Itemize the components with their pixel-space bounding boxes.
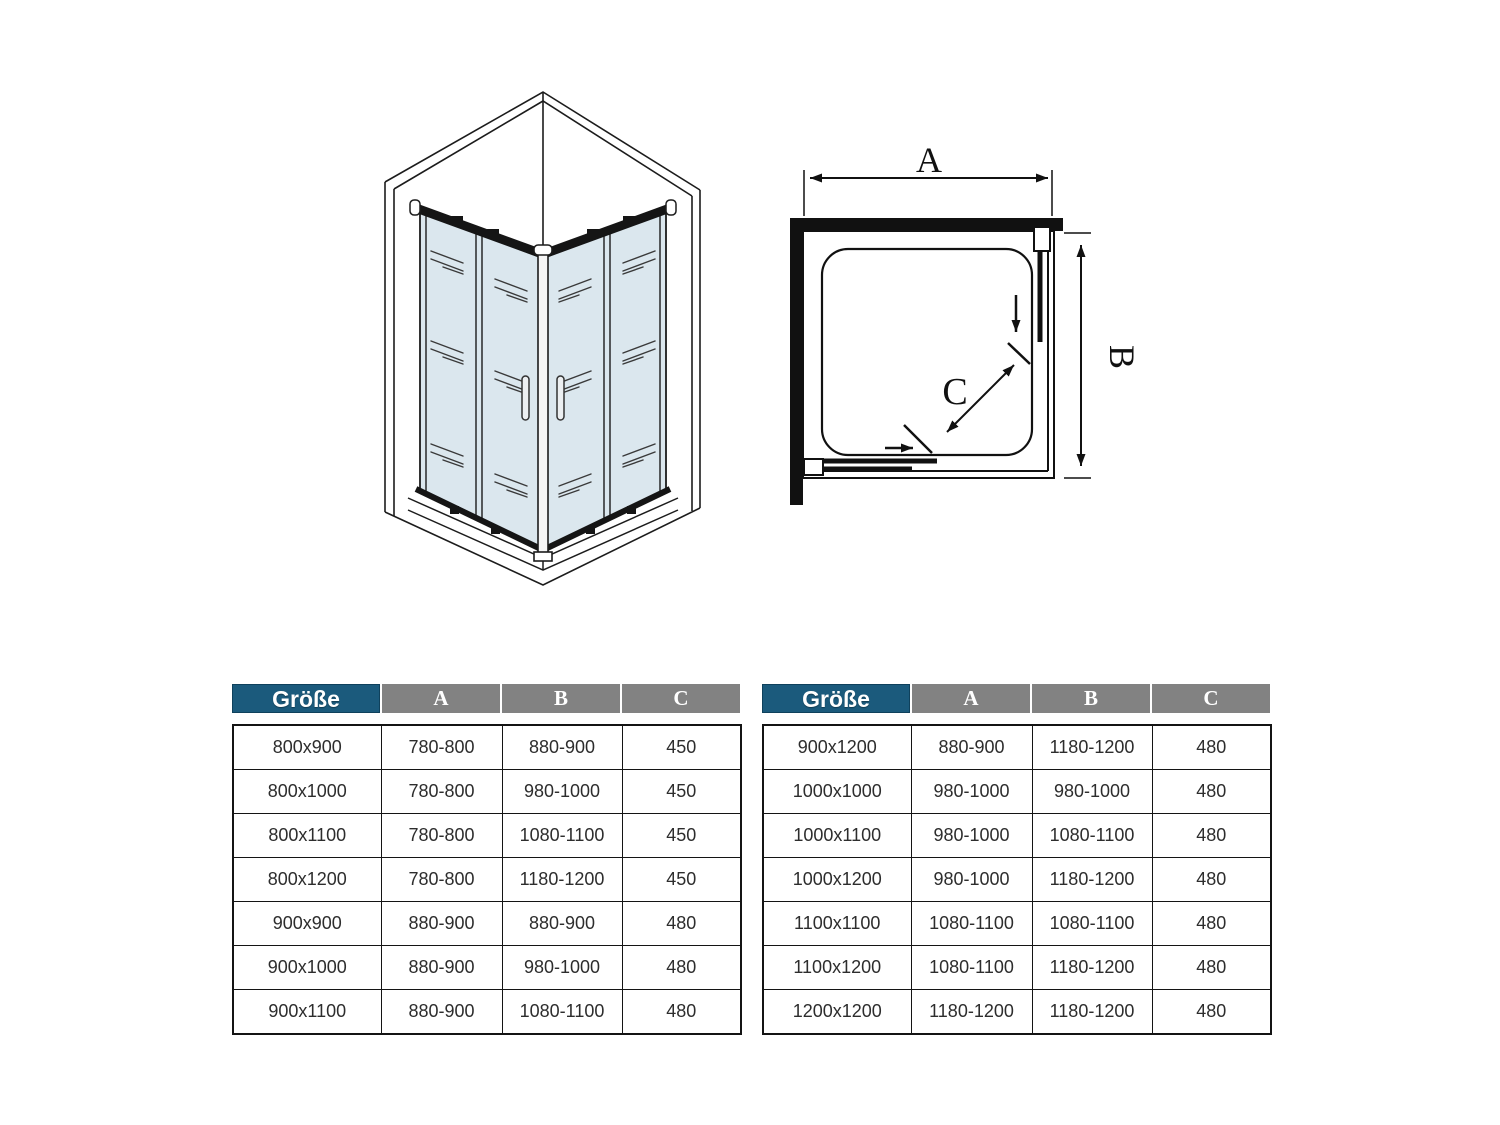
size-row: [233, 990, 741, 1035]
size-table-right: [762, 684, 1270, 1035]
table-header-row: [232, 684, 740, 713]
col-c-header: C: [622, 684, 740, 713]
rail-end-cap-left: [410, 200, 420, 215]
plan-dimension-drawing: [780, 130, 1150, 530]
col-a-header: A: [382, 684, 500, 713]
size-row: [233, 725, 741, 770]
dim-c-label: C: [942, 371, 968, 413]
size-table-body: [232, 724, 742, 1035]
cell-size: 1100x1100: [763, 902, 911, 946]
cell-size: 1000x1200: [763, 858, 911, 902]
table-header-row: [762, 684, 1270, 713]
col-c-header: C: [1152, 684, 1270, 713]
cell-c: 450: [622, 858, 741, 902]
cell-a: 880-900: [911, 725, 1032, 770]
cell-b: 1180-1200: [502, 858, 622, 902]
cell-b: 980-1000: [502, 946, 622, 990]
sliding-door-bottom: [804, 459, 937, 475]
cell-b: 1080-1100: [1032, 902, 1152, 946]
size-row: [763, 725, 1271, 770]
size-row: [233, 902, 741, 946]
shower-tray-outline: [822, 249, 1032, 455]
cell-c: 480: [1152, 725, 1271, 770]
size-table-left: [232, 684, 740, 1035]
size-row: [233, 814, 741, 858]
cell-a: 880-900: [381, 946, 502, 990]
cell-a: 780-800: [381, 770, 502, 814]
door-handle-bottom: [804, 459, 823, 475]
cell-size: 900x1000: [233, 946, 381, 990]
size-row: [233, 858, 741, 902]
cell-c: 480: [622, 946, 741, 990]
cell-c: 450: [622, 770, 741, 814]
cell-c: 480: [1152, 946, 1271, 990]
cell-b: 880-900: [502, 902, 622, 946]
dim-b-label: B: [1102, 344, 1142, 370]
cell-c: 480: [622, 902, 741, 946]
col-b-header: B: [1032, 684, 1150, 713]
size-row: [763, 902, 1271, 946]
cell-b: 1080-1100: [502, 990, 622, 1035]
cell-c: 480: [1152, 858, 1271, 902]
col-b-header: B: [502, 684, 620, 713]
cell-b: 1180-1200: [1032, 725, 1152, 770]
cell-size: 1000x1100: [763, 814, 911, 858]
cell-b: 1180-1200: [1032, 946, 1152, 990]
cell-a: 780-800: [381, 858, 502, 902]
cell-b: 1080-1100: [502, 814, 622, 858]
rail-end-cap-right: [666, 200, 676, 215]
cell-size: 800x900: [233, 725, 381, 770]
cell-c: 480: [1152, 814, 1271, 858]
size-table-body: [762, 724, 1272, 1035]
cell-a: 1180-1200: [911, 990, 1032, 1035]
isometric-shower-drawing: [360, 80, 720, 600]
cell-c: 450: [622, 814, 741, 858]
cell-a: 1080-1100: [911, 946, 1032, 990]
size-column-header: Größe: [762, 684, 910, 713]
cell-size: 800x1200: [233, 858, 381, 902]
cell-a: 980-1000: [911, 858, 1032, 902]
cell-a: 980-1000: [911, 770, 1032, 814]
cell-c: 450: [622, 725, 741, 770]
cell-a: 1080-1100: [911, 902, 1032, 946]
corner-post-foot: [534, 552, 552, 561]
col-a-header: A: [912, 684, 1030, 713]
cell-size: 1200x1200: [763, 990, 911, 1035]
cell-size: 900x1100: [233, 990, 381, 1035]
cell-b: 880-900: [502, 725, 622, 770]
cell-b: 1180-1200: [1032, 990, 1152, 1035]
size-row: [763, 814, 1271, 858]
cell-c: 480: [1152, 902, 1271, 946]
cell-b: 980-1000: [1032, 770, 1152, 814]
cell-a: 780-800: [381, 725, 502, 770]
cell-size: 900x900: [233, 902, 381, 946]
cell-size: 800x1100: [233, 814, 381, 858]
corner-post: [538, 252, 548, 554]
corner-post-cap: [534, 245, 552, 255]
size-row: [763, 858, 1271, 902]
cell-a: 880-900: [381, 990, 502, 1035]
dim-b: [1064, 233, 1091, 478]
cell-a: 780-800: [381, 814, 502, 858]
size-row: [763, 990, 1271, 1035]
cell-a: 980-1000: [911, 814, 1032, 858]
cell-c: 480: [1152, 990, 1271, 1035]
size-row: [233, 770, 741, 814]
door-handle-right: [1034, 227, 1050, 251]
cell-c: 480: [622, 990, 741, 1035]
cell-size: 900x1200: [763, 725, 911, 770]
dim-a-label: A: [916, 140, 942, 180]
size-row: [763, 946, 1271, 990]
cell-a: 880-900: [381, 902, 502, 946]
cell-b: 980-1000: [502, 770, 622, 814]
cell-size: 1000x1000: [763, 770, 911, 814]
size-row: [763, 770, 1271, 814]
cell-size: 800x1000: [233, 770, 381, 814]
cell-size: 1100x1200: [763, 946, 911, 990]
size-column-header: Größe: [232, 684, 380, 713]
cell-b: 1180-1200: [1032, 858, 1152, 902]
size-row: [233, 946, 741, 990]
cell-b: 1080-1100: [1032, 814, 1152, 858]
cell-c: 480: [1152, 770, 1271, 814]
